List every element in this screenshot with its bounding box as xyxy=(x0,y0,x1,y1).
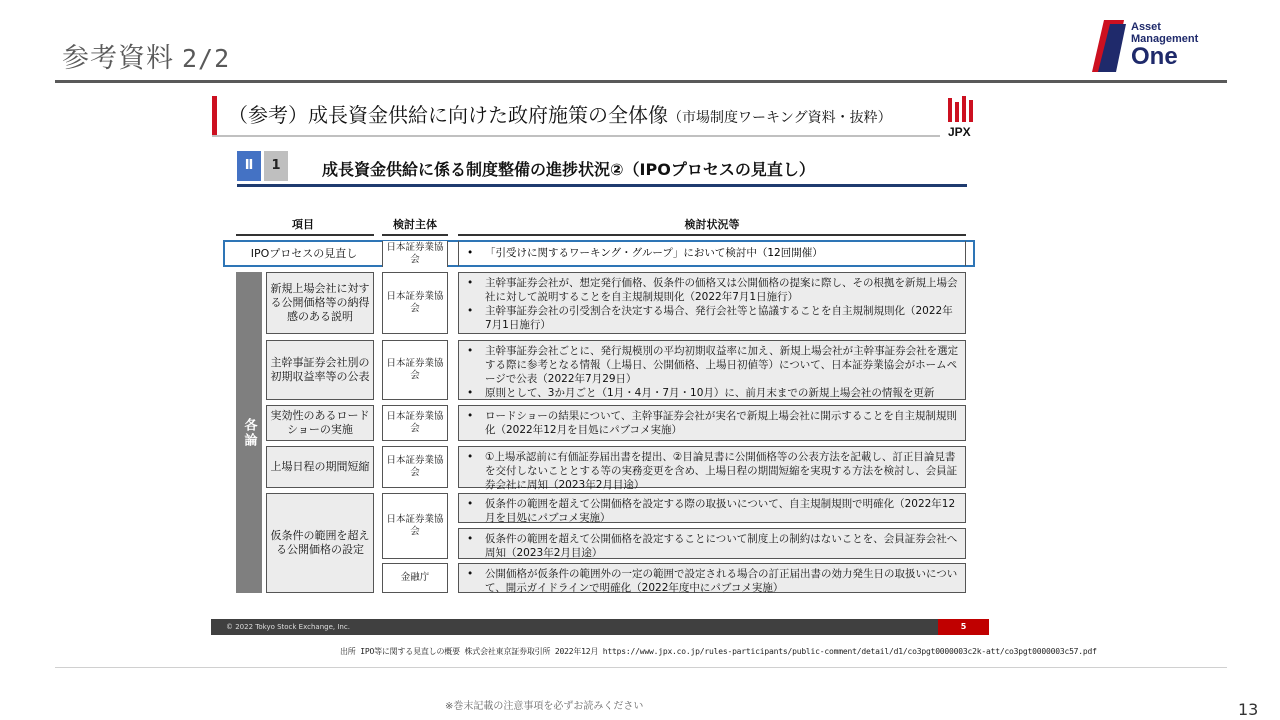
table-cell-status xyxy=(458,563,966,593)
bullet-item: • 主幹事証券会社の引受割合を決定する場合、発行会社等と協議することを自主規制規則化（2022年7月1日施行） xyxy=(467,304,959,332)
page-number: 13 xyxy=(1238,700,1259,719)
table-cell-body: 日本証券業協会 xyxy=(382,405,448,441)
table-cell-status xyxy=(458,528,966,559)
slide-title-divider xyxy=(212,135,940,137)
bullet-text: 公開価格が仮条件の範囲外の一定の範囲で設定される場合の訂正届出書の効力発生日の取扱いについて、開示ガイドラインで明確化（2022年度中にパブコメ実施） xyxy=(485,568,958,594)
col-header-body: 検討主体 xyxy=(393,218,437,231)
bullet-item: • 公開価格が仮条件の範囲外の一定の範囲で設定される場合の訂正届出書の効力発生日の取扱いについて、開示ガイドラインで明確化（2022年度中にパブコメ実施） xyxy=(467,568,958,594)
table-cell-status xyxy=(458,340,966,400)
section-divider xyxy=(237,184,967,187)
table-cell-item: IPOプロセスの見直し xyxy=(236,243,372,265)
bullet-text: 主幹事証券会社ごとに、発行規模別の平均初期収益率に加え、新規上場会社が主幹事証券会社を選定する際に参考となる情報（上場日、公開価格、上場日初値等）について、日本証券業協会がホームページで公表（2022年7月29日） xyxy=(485,345,959,385)
col-header-rule xyxy=(382,234,448,236)
jpx-label: JPX xyxy=(948,125,971,139)
bullet-text: 主幹事証券会社の引受割合を決定する場合、発行会社等と協議することを自主規制規則化（2022年7月1日施行） xyxy=(485,305,953,331)
disclaimer: ※巻末記載の注意事項を必ずお読みください xyxy=(445,701,644,712)
slide-page-number: 5 xyxy=(938,619,989,635)
bullet-item: • 原則として、3か月ごと（1月・4月・7月・10月）に、前月末までの新規上場会社の情報を更新 xyxy=(467,387,935,399)
slide-title xyxy=(228,99,892,128)
page-title xyxy=(62,36,230,75)
bullet-item: • ロードショーの結果について、主幹事証券会社が実名で新規上場会社に開示することを自主規制規則化（2022年12月を目処にパブコメ実施） xyxy=(467,409,959,437)
source-citation: 出所 IPO等に関する見直しの概要 株式会社東京証券取引所 2022年12月 https://www.jpx.co.jp/rules-participants/public-comment/detail/d1/co3pgt0000003c2k-att/co3pgt0000003c57.pdf xyxy=(340,647,1097,656)
logo-line1: Asset xyxy=(1131,21,1161,33)
col-header-rule xyxy=(458,234,966,236)
bullet-item: • 仮条件の範囲を超えて公開価格を設定することについて制度上の制約はないことを、会員証券会社へ周知（2023年2月目途） xyxy=(467,533,958,559)
logo-text xyxy=(1131,21,1198,69)
table-cell-item: 上場日程の期間短縮 xyxy=(266,446,374,488)
bullet-text: 主幹事証券会社が、想定発行価格、仮条件の価格又は公開価格の提案に際し、その根拠を新規上場会社に対して説明することを自主規制規則化（2022年7月1日施行） xyxy=(485,277,958,303)
col-header-item: 項目 xyxy=(292,218,314,231)
header-divider xyxy=(55,80,1227,83)
slide-footer-copyright: © 2022 Tokyo Stock Exchange, Inc. xyxy=(211,619,938,635)
table-cell-item: 実効性のあるロードショーの実施 xyxy=(266,405,374,441)
side-label: 各論 xyxy=(236,272,262,593)
bullet-item: • 主幹事証券会社ごとに、発行規模別の平均初期収益率に加え、新規上場会社が主幹事証券会社を選定する際に参考となる情報（上場日、公開価格、上場日初値等）について、日本証券業協会がホームページで公表（2022年7月29日） xyxy=(467,345,959,385)
slide-title-accent xyxy=(212,96,217,136)
bullet-item: • 仮条件の範囲を超えて公開価格を設定する際の取扱いについて、自主規制規則で明確化（2022年12月を目処にパブコメ実施） xyxy=(467,497,959,525)
bullet-item: • ①上場承認前に有価証券届出書を提出、②目論見書に公開価格等の公表方法を記載し、訂正目論見書を交付しないこととする等の実務変更を含め、上場日程の期間短縮を実現する方法を検討し、会員証券会社に周知（2023年2月目途） xyxy=(467,451,958,491)
table-cell-item: 仮条件の範囲を超える公開価格の設定 xyxy=(266,493,374,593)
table-cell-status xyxy=(458,446,966,491)
table-cell-body: 日本証券業協会 xyxy=(382,340,448,400)
table-cell-body: 日本証券業協会 xyxy=(382,493,448,559)
table-cell-status xyxy=(458,272,966,334)
slide-title-sub: （市場制度ワーキング資料・抜粋） xyxy=(668,110,892,126)
table-cell-body-fsa: 金融庁 xyxy=(382,563,448,593)
bullet-text: ロードショーの結果について、主幹事証券会社が実名で新規上場会社に開示することを自主規制規則化（2022年12月を目処にパブコメ実施） xyxy=(485,410,957,436)
table-cell-item: 主幹事証券会社別の初期収益率等の公表 xyxy=(266,340,374,400)
bullet-text: 原則として、3か月ごと（1月・4月・7月・10月）に、前月末までの新規上場会社の情報を更新 xyxy=(485,387,935,399)
footer-divider xyxy=(55,667,1227,668)
table-cell-body: 日本証券業協会 xyxy=(382,446,448,488)
page-fraction: 2/2 xyxy=(182,44,231,73)
section-title: 成長資金供給に係る制度整備の進捗状況②（IPOプロセスの見直し） xyxy=(322,160,815,179)
logo-line3: One xyxy=(1131,43,1178,70)
bullet-text: 仮条件の範囲を超えて公開価格を設定する際の取扱いについて、自主規制規則で明確化（2022年12月を目処にパブコメ実施） xyxy=(485,498,956,524)
status-text: 「引受けに関するワーキング・グループ」において検討中（12回開催） xyxy=(485,247,823,259)
table-cell-status xyxy=(458,405,966,441)
bullet-text: ①上場承認前に有価証券届出書を提出、②目論見書に公開価格等の公表方法を記載し、訂正目論見書を交付しないこととする等の実務変更を含め、上場日程の期間短縮を実現する方法を検討し、会員証券会社に周知（2023年2月目途） xyxy=(485,451,958,491)
section-badge-number: 1 xyxy=(264,151,288,181)
col-header-rule xyxy=(236,234,374,236)
bullet-text: 仮条件の範囲を超えて公開価格を設定することについて制度上の制約はないことを、会員証券会社へ周知（2023年2月目途） xyxy=(485,533,958,559)
table-cell-status: • 「引受けに関するワーキング・グループ」において検討中（12回開催） xyxy=(458,241,966,266)
slide-title-main: （参考）成長資金供給に向けた政府施策の全体像 xyxy=(228,103,668,127)
section-badge-roman: Ⅱ xyxy=(237,151,261,181)
table-cell-status xyxy=(458,493,966,523)
table-cell-item: 新規上場会社に対する公開価格等の納得感のある説明 xyxy=(266,272,374,334)
table-cell-body: 日本証券業協会 xyxy=(382,241,448,267)
logo-line2: Management xyxy=(1131,33,1199,45)
bullet-item: • 主幹事証券会社が、想定発行価格、仮条件の価格又は公開価格の提案に際し、その根拠を新規上場会社に対して説明することを自主規制規則化（2022年7月1日施行） xyxy=(467,277,958,303)
table-cell-body: 日本証券業協会 xyxy=(382,272,448,334)
col-header-status: 検討状況等 xyxy=(684,218,740,231)
page-title-text: 参考資料 xyxy=(62,43,174,74)
